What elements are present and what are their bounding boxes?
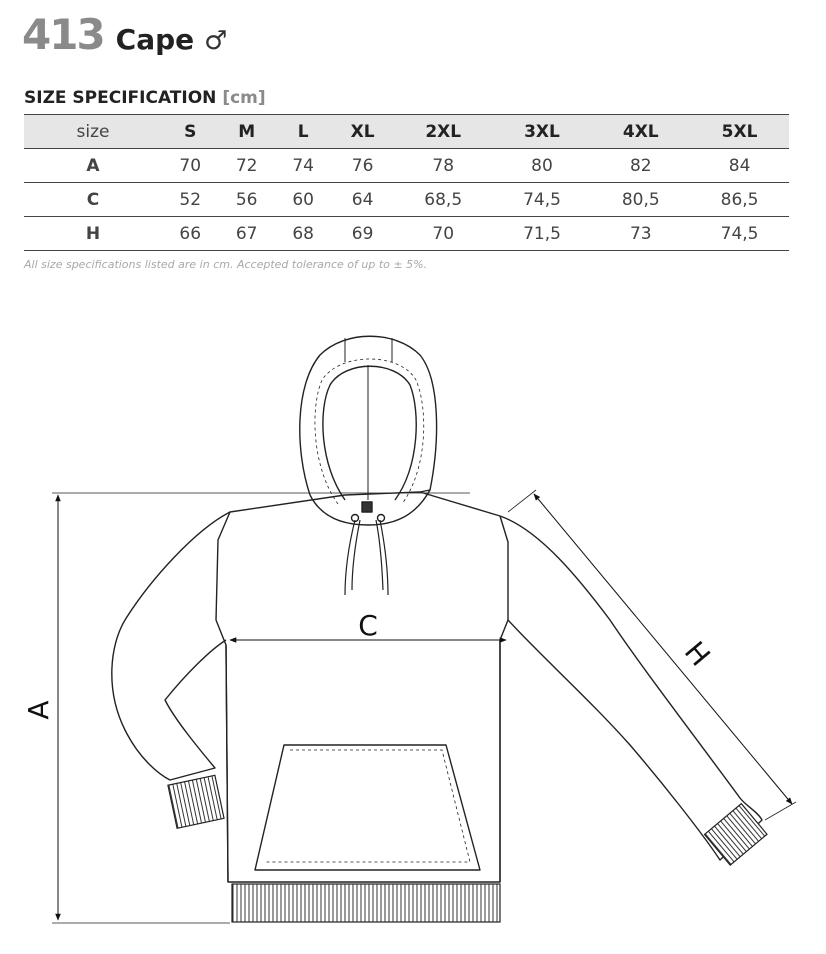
right-cuff-rib [705,804,767,865]
measurement-c [230,609,506,642]
table-header-row [24,115,789,149]
dimension-c-label: C [358,609,378,642]
table-cell: 68,5 [424,189,463,210]
product-name: Cape [115,23,195,56]
table-cell: 74,5 [523,189,561,210]
product-title [22,10,228,74]
kangaroo-pocket [255,745,480,870]
row-label: H [85,223,101,244]
column-header: XL [350,121,375,142]
table-cell: 70 [179,155,202,176]
column-header: 2XL [425,121,462,142]
column-header: M [238,121,256,142]
left-cuff-rib [168,775,224,828]
hood-inner [323,366,416,500]
table-cell: 56 [235,189,258,210]
spec-heading [24,88,266,108]
table-cell: 74,5 [720,223,759,244]
table-cell: 69 [351,223,374,244]
brand-label [362,502,372,512]
table-cell: 72 [235,155,258,176]
hood-top-band [345,338,392,362]
row-label: C [86,189,100,210]
table-cell: 68 [292,223,314,244]
table-cell: 82 [629,155,652,176]
table-cell: 52 [179,189,202,210]
male-symbol-icon: ♂ [204,26,228,56]
eyelet-right [378,515,385,522]
table-row [24,217,789,251]
column-header: 3XL [524,121,560,142]
table-cell: 76 [351,155,374,176]
size-table [24,114,789,251]
table-cell: 84 [728,155,751,176]
dimension-h-label: H [677,635,717,673]
table-cell: 71,5 [523,223,561,244]
table-cell: 73 [629,223,652,244]
right-sleeve [500,516,762,860]
column-header: S [184,121,197,142]
column-header: 4XL [622,121,659,142]
drawstring-left-2 [352,520,360,590]
body-outline [216,492,508,882]
column-header: size [76,121,110,142]
table-cell: 70 [432,223,455,244]
tolerance-note: All size specifications listed are in cm. Accepted tolerance of up to ± 5%. [24,258,428,271]
dimension-a-label: A [22,700,55,720]
waistband-rib [232,884,500,922]
hoodie-diagram [0,290,826,954]
column-header: 5XL [721,121,758,142]
table-cell: 80,5 [621,189,660,210]
pocket-stitch [265,750,470,862]
table-cell: 67 [235,223,258,244]
spec-unit: [cm] [222,88,266,108]
row-label: A [86,155,100,176]
spec-heading-text: SIZE SPECIFICATION [24,88,217,108]
left-side-seam [226,645,228,882]
table-cell: 60 [292,189,314,210]
left-sleeve [112,512,230,780]
table-row [24,149,789,183]
measurement-a [22,493,470,923]
column-header: L [297,121,309,142]
product-number: 413 [22,10,104,59]
table-cell: 78 [432,155,455,176]
table-cell: 80 [531,155,553,176]
table-cell: 66 [179,223,202,244]
table-row [24,183,789,217]
table-cell: 64 [351,189,374,210]
table-cell: 86,5 [720,189,759,210]
table-cell: 74 [292,155,314,176]
